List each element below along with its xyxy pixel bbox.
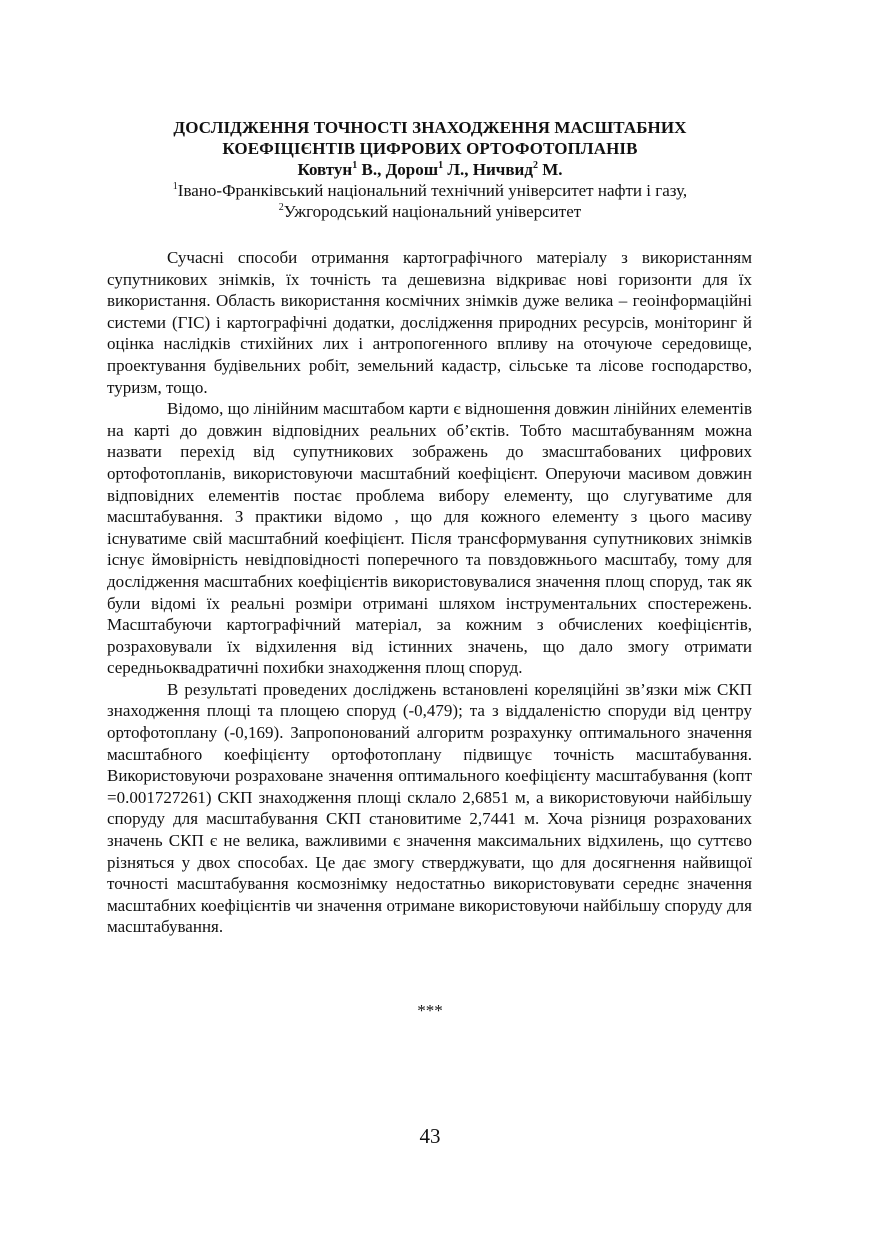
affiliation-mark: 2 bbox=[278, 202, 284, 213]
author-initials: В., bbox=[357, 160, 386, 179]
affiliation-text: Ужгородський національний університет bbox=[283, 202, 582, 221]
affiliation-mark: 2 bbox=[532, 160, 538, 171]
affiliation-mark: 1 bbox=[438, 160, 444, 171]
article-title-line-1: ДОСЛІДЖЕННЯ ТОЧНОСТІ ЗНАХОДЖЕННЯ МАСШТАБНИХ bbox=[173, 118, 687, 137]
affiliation-1 bbox=[100, 180, 760, 201]
affiliation-mark: 1 bbox=[352, 160, 358, 171]
paragraph-2: Відомо, що лінійним масштабом карти є відношення довжин лінійних елементів на карті до довжин відповідних реальних об’єктів. Тобто масштабуванням можна назвати перехід від супутникових зображень до змасштабованих цифрових ортофотопланів, використовуючи масштабний коефіцієнт. Оперуючи масивом довжин відповідних елементів постає проблема вибору елементу, що слугуватиме для масштабування. З практики відомо , що для кожного елементу з цього масиву існуватиме свій масштабний коефіцієнт. Після трансформування супутникових знімків існує ймовірність невідповідності поперечного та повздовжнього масштабу, тому для дослідження масштабних коефіцієнтів використовувалися значення площ споруд, так як були відомі їх реальні розміри отримані шляхом інструментальних спостережень. Масштабуючи картографічний матеріал, за кожним з обчислених коефіцієнтів, розраховували їх відхилення від істинних значень, що дало змогу отримати середньоквадратичні похибки знаходження площ споруд. bbox=[107, 399, 752, 678]
author-name: Ничвид bbox=[472, 160, 533, 179]
author-initials: Л., bbox=[443, 160, 473, 179]
paragraph-1: Сучасні способи отримання картографічного матеріалу з використанням супутникових знімків, їх точність та дешевизна відкриває нові горизонти для їх використання. Область використання космічних знімків дуже велика – геоінформаційні системи (ГІС) і картографічні додатки, дослідження природних ресурсів, моніторинг й оцінка наслідків стихійних лих і антропогенного впливу на оточуюче середовище, проектування будівельних робіт, земельний кадастр, сільське та лісове господарство, туризм, тощо. bbox=[107, 248, 752, 397]
paragraph-3: В результаті проведених досліджень встановлені кореляційні зв’язки між СКП знаходження площі та площею споруд (-0,479); та з віддаленістю споруди від центру ортофотоплану (-0,169). Запропонований алгоритм розрахунку оптимального значення масштабного коефіцієнту ортофотоплану підвищує точність масштабування. Використовуючи розраховане значення оптимального коефіцієнту масштабування (kопт =0.001727261) СКП знаходження площі склало 2,6851 м, а використовуючи найбільшу споруду для масштабування СКП становитиме 2,7441 м. Хоча різниця розрахованих значень СКП є не велика, важливими є значення максимальних відхилень, що суттєво різняться у двох способах. Це дає змогу стверджувати, що для досягнення найвищої точності масштабування космознімку недостатньо використовувати середнє значення масштабних коефіцієнтів чи значення отримане використовуючи найбільшу споруду для масштабування. bbox=[107, 679, 752, 937]
article-body bbox=[107, 247, 752, 938]
affiliation-mark: 1 bbox=[172, 181, 178, 192]
author-name: Ковтун bbox=[297, 160, 353, 179]
page-number: 43 bbox=[419, 1124, 441, 1148]
section-separator: *** bbox=[417, 1001, 443, 1020]
author-name: Дорош bbox=[385, 160, 439, 179]
affiliation-2 bbox=[100, 201, 760, 222]
authors-line bbox=[100, 159, 760, 180]
author-initials: М. bbox=[537, 160, 563, 179]
affiliation-text: Івано-Франківський національний технічний університет нафти і газу, bbox=[177, 181, 688, 200]
article-header bbox=[100, 117, 760, 222]
article-title-line-2: КОЕФІЦІЄНТІВ ЦИФРОВИХ ОРТОФОТОПЛАНІВ bbox=[222, 139, 638, 158]
